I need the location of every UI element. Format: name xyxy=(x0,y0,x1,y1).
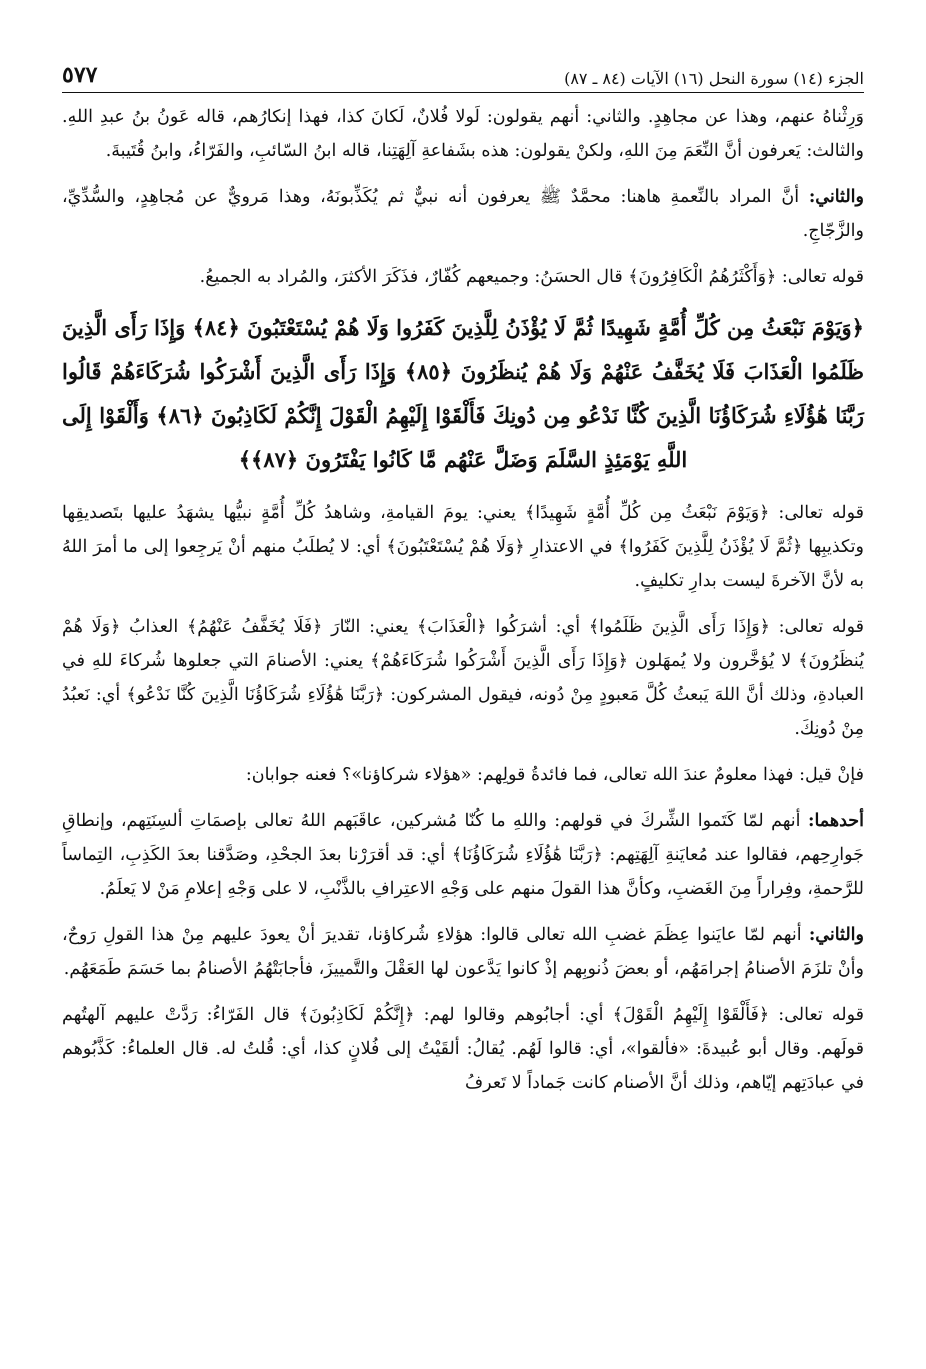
paragraph-text: قوله تعالى: ﴿فَأَلْقَوْا إِلَيْهِمُ الْقَوْلَ﴾ أي: أجابُوهم وقالوا لهم: ﴿إِنَّكُمْ لَكَاذِبُونَ﴾ قال الفَرّاءُ: رَدَّتْ عليهم آلهتُهم قولَهم. وقال أبو عُبيدةَ: «فألقوا»، أي: قالوا لَهُم. يُقالُ: ألقَيْتُ إلى فُلانٍ كذا، أي: قُلتُ له. قال العلماءُ: كَذَّبُوهم في عبادَتِهم إيّاهم، وذلك أنَّ الأصنام كانت جَماداً لا تَعرفُ xyxy=(62,1005,864,1093)
page-body xyxy=(62,100,864,1112)
paragraph-text: قوله تعالى: ﴿وَإِذَا رَأَى الَّذِينَ ظَلَمُوا﴾ أي: أشرَكُوا ﴿الْعَذَابَ﴾ يعني: النّارَ ﴿فَلَا يُخَفَّفُ عَنْهُمُ﴾ العذابُ ﴿وَلَا هُمْ يُنظَرُونَ﴾ لا يُؤخَّرون ولا يُمهَلون ﴿وَإِذَا رَأَى الَّذِينَ أَشْرَكُوا شُرَكَاءَهُمْ﴾ يعني: الأصنامَ التي جعلوها شُركاءَ للهِ في العبادةِ، وذلك أنَّ اللهَ يَبعثُ كُلَّ مَعبودٍ مِنْ دُونه، فيقول المشركون: ﴿رَبَّنَا هَٰؤُلَاءِ شُرَكَاؤُنَا الَّذِينَ كُنَّا نَدْعُو﴾ أي: نَعبُدُ مِنْ دُونِكَ. xyxy=(62,617,864,739)
paragraph xyxy=(62,758,864,792)
paragraph-text: قوله تعالى: ﴿وَأَكْثَرُهُمُ الْكَافِرُونَ﴾ قال الحسَنُ: وجميعهم كُفّارٌ، فذَكَرَ الأكثرَ، والمُراد به الجميعُ. xyxy=(199,267,864,287)
running-header xyxy=(62,58,864,93)
paragraph xyxy=(62,804,864,906)
paragraph-text: فإنْ قيل: فهذا معلومٌ عندَ الله تعالى، فما فائدةُ قولِهم: «هؤلاء شركاؤنا»؟ فعنه جوابان: xyxy=(245,765,864,785)
paragraph-text: أنهم لمّا كَتَموا الشِّركَ في قولهم: واللهِ ما كُنّا مُشركين، عاقَبَهم اللهُ تعالى بإصمَاتِ ألسِنَتِهم، وإنطاقِ جَوارِحِهم، فقالوا عند مُعايَنةِ آلِهَتِهم: ﴿رَبَّنَا هَٰؤُلَاءِ شُرَكَاؤُنَا﴾ أي: قد أقرَرْنا بعدَ الجحْدِ، وصَدَّقنا بعدَ الكَذِبِ، التِماساً للرَّحمةِ، وفِراراً مِنَ الغَضبِ، وكأنَّ هذا القولَ منهم على وَجْهِ الاعتِرافِ بالذَّنْبِ، لا على وَجْهِ إعلامِ مَنْ لا يَعلَمُ. xyxy=(62,811,864,899)
paragraph-text: أنهم لمّا عايَنوا عِظَمَ غضبِ الله تعالى قالوا: هؤلاءِ شُركاؤنا، تقديرَ أنْ يعودَ عليهم مِنْ هذا القولِ رَوحٌ، وأنْ تلزَمَ الأصنامُ إجرامَهُم، أو بعضَ ذُنوبِهم إذْ كانوا يَدَّعون لها العَقْلَ والتَّمييزَ، فأجابَتْهُمُ الأصنامُ بما حَسَمَ طَمَعَهُم. xyxy=(62,925,864,979)
paragraph-lead: أحدهما: xyxy=(807,811,864,831)
paragraph xyxy=(62,100,864,168)
paragraph xyxy=(62,918,864,986)
paragraph-lead: والثاني: xyxy=(808,925,864,945)
paragraph xyxy=(62,496,864,598)
paragraph xyxy=(62,180,864,248)
paragraph xyxy=(62,998,864,1100)
paragraph-text: قوله تعالى: ﴿وَيَوْمَ نَبْعَثُ مِن كُلِّ أُمَّةٍ شَهِيدًا﴾ يعني: يومَ القيامةِ، وشاهدُ كُلِّ أُمَّةٍ نبيُّها يشهَدُ عليها بتَصديقِها وتكذيبِها ﴿ثُمَّ لَا يُؤْذَنُ لِلَّذِينَ كَفَرُوا﴾ في الاعتذارِ ﴿وَلَا هُمْ يُسْتَعْتَبُونَ﴾ أي: لا يُطلَبُ منهم أنْ يَرجِعوا إلى ما أمرَ اللهُ به لأنَّ الآخرةَ ليست بدارِ تكليفٍ. xyxy=(62,503,864,591)
paragraph-text: أنَّ المراد بالنِّعمةِ هاهنا: محمَّدٌ ﷺ يعرفون أنه نبيٌّ ثم يُكَذِّبونَهُ، وهذا مَرويٌّ عن مُجاهِدٍ، والسُّدِّيِّ، والزَّجّاجِ. xyxy=(62,187,864,241)
quran-verses-block: ﴿وَيَوْمَ نَبْعَثُ مِن كُلِّ أُمَّةٍ شَهِيدًا ثُمَّ لَا يُؤْذَنُ لِلَّذِينَ كَفَرُوا وَلَا هُمْ يُسْتَعْتَبُونَ ﴿٨٤﴾ وَإِذَا رَأَى الَّذِينَ ظَلَمُوا الْعَذَابَ فَلَا يُخَفَّفُ عَنْهُمْ وَلَا هُمْ يُنظَرُونَ ﴿٨٥﴾ وَإِذَا رَأَى الَّذِينَ أَشْرَكُوا شُرَكَاءَهُمْ قَالُوا رَبَّنَا هَٰؤُلَاءِ شُرَكَاؤُنَا الَّذِينَ كُنَّا نَدْعُو مِن دُونِكَ فَأَلْقَوْا إِلَيْهِمُ الْقَوْلَ إِنَّكُمْ لَكَاذِبُونَ ﴿٨٦﴾ وَأَلْقَوْا إِلَى اللَّهِ يَوْمَئِذٍ السَّلَمَ وَضَلَّ عَنْهُم مَّا كَانُوا يَفْتَرُونَ ﴿٨٧﴾﴾ xyxy=(62,315,865,472)
paragraph-text: وَرِثْناهُ عنهم، وهذا عن مجاهِدٍ. والثاني: أنهم يقولون: لَولا فُلانٌ، لَكانَ كذا، فهذا إنكارُهم، قاله عَونُ بنُ عبدِ اللهِ. والثالث: يَعرفون أنَّ النِّعَمَ مِنَ اللهِ، ولكنْ يقولون: هذه بشَفاعةِ آلِهَتِنا، قاله ابنُ السّائبِ، والفَرّاءُ، وابنُ قُتَيبةَ. xyxy=(62,107,864,161)
running-title: الجزء (١٤) سورة النحل (١٦) الآيات (٨٤ ـ ٨٧) xyxy=(564,69,864,88)
paragraph-lead: والثاني: xyxy=(808,187,864,207)
page-number: ٥٧٧ xyxy=(62,62,98,88)
paragraph xyxy=(62,610,864,746)
paragraph xyxy=(62,260,864,294)
